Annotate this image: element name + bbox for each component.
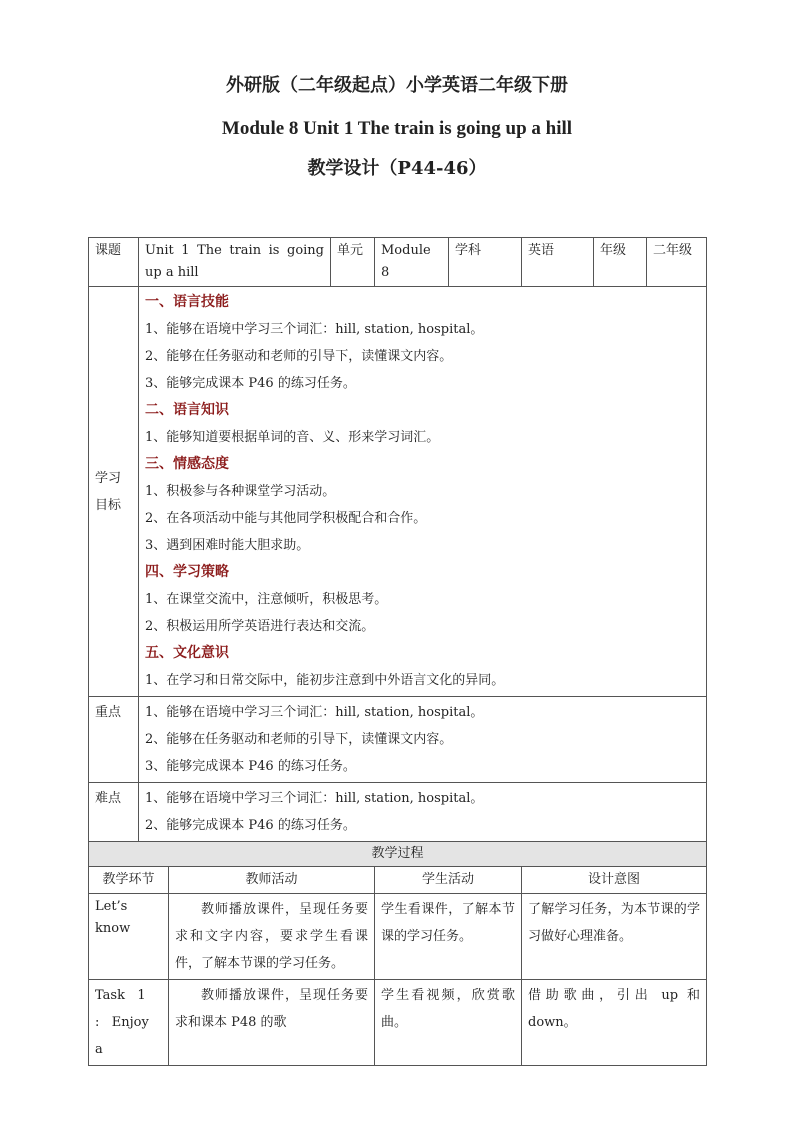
process-row <box>89 980 707 1066</box>
document-title: 外研版（二年级起点）小学英语二年级下册 <box>226 75 568 96</box>
document-header <box>0 76 794 179</box>
section-heading: 三、情感态度 <box>145 456 229 472</box>
objective-item: 2、在各项活动中能与其他同学积极配合和合作。 <box>145 511 427 526</box>
objectives-label: 学习目标 <box>89 287 139 697</box>
section-heading: 一、语言技能 <box>145 294 229 310</box>
info-row <box>89 238 707 287</box>
grade-label: 年级 <box>594 238 647 287</box>
unit-label: 单元 <box>331 238 375 287</box>
objective-item: 1、在学习和日常交际中，能初步注意到中外语言文化的异同。 <box>145 673 505 688</box>
process-row <box>89 894 707 980</box>
objective-item: 3、能够完成课本 P46 的练习任务。 <box>145 376 356 391</box>
objective-item: 1、积极参与各种课堂学习活动。 <box>145 484 336 499</box>
objective-item: 2、积极运用所学英语进行表达和交流。 <box>145 619 375 634</box>
difficult-points-row <box>89 783 707 842</box>
section-heading: 五、文化意识 <box>145 645 229 661</box>
objectives-row <box>89 287 707 697</box>
objective-item: 1、能够在语境中学习三个词汇：hill, station, hospital。 <box>145 322 484 337</box>
stage-cell: Task 1 : Enjoy a <box>89 980 169 1066</box>
difficult-point-item: 1、能够在语境中学习三个词汇：hill, station, hospital。 <box>145 791 484 806</box>
key-points-row <box>89 697 707 783</box>
section-heading: 二、语言知识 <box>145 402 229 418</box>
stage-cell: Let’s know <box>89 894 169 980</box>
design-intent-cell: 借助歌曲，引出 up 和 down。 <box>522 980 707 1066</box>
column-header: 教师活动 <box>169 867 375 894</box>
subject-value: 英语 <box>522 238 594 287</box>
difficult-points-label: 难点 <box>89 783 139 842</box>
design-title: 教学设计（P44-46） <box>307 158 487 179</box>
section-heading: 四、学习策略 <box>145 564 229 580</box>
process-header-row <box>89 867 707 894</box>
grade-value: 二年级 <box>647 238 707 287</box>
teacher-activity-cell: 教师播放课件，呈现任务要求和课本 P48 的歌 <box>169 980 375 1066</box>
process-title: 教学过程 <box>89 842 707 867</box>
key-point-item: 1、能够在语境中学习三个词汇：hill, station, hospital。 <box>145 705 484 720</box>
subject-label: 学科 <box>449 238 522 287</box>
objective-item: 3、遇到困难时能大胆求助。 <box>145 538 310 553</box>
student-activity-cell: 学生看课件，了解本节课的学习任务。 <box>375 894 522 980</box>
key-points-label: 重点 <box>89 697 139 783</box>
key-point-item: 2、能够在任务驱动和老师的引导下，读懂课文内容。 <box>145 732 453 747</box>
teacher-activity-cell: 教师播放课件，呈现任务要求和文字内容，要求学生看课件，了解本节课的学习任务。 <box>169 894 375 980</box>
column-header: 学生活动 <box>375 867 522 894</box>
key-points-content <box>139 697 707 783</box>
process-title-row <box>89 842 707 867</box>
unit-title: Module 8 Unit 1 The train is going up a hill <box>221 118 573 139</box>
objective-item: 1、能够知道要根据单词的音、义、形来学习词汇。 <box>145 430 440 445</box>
topic-label: 课题 <box>89 238 139 287</box>
design-intent-cell: 了解学习任务，为本节课的学习做好心理准备。 <box>522 894 707 980</box>
lesson-plan-table <box>88 237 707 1066</box>
student-activity-cell: 学生看视频，欣赏歌曲。 <box>375 980 522 1066</box>
objectives-content <box>139 287 707 697</box>
unit-value: Module 8 <box>375 238 449 287</box>
column-header: 设计意图 <box>522 867 707 894</box>
difficult-points-content <box>139 783 707 842</box>
objective-item: 1、在课堂交流中，注意倾听，积极思考。 <box>145 592 388 607</box>
objective-item: 2、能够在任务驱动和老师的引导下，读懂课文内容。 <box>145 349 453 364</box>
column-header: 教学环节 <box>89 867 169 894</box>
difficult-point-item: 2、能够完成课本 P46 的练习任务。 <box>145 818 356 833</box>
key-point-item: 3、能够完成课本 P46 的练习任务。 <box>145 759 356 774</box>
topic-value: Unit 1 The train is going up a hill <box>139 238 331 287</box>
